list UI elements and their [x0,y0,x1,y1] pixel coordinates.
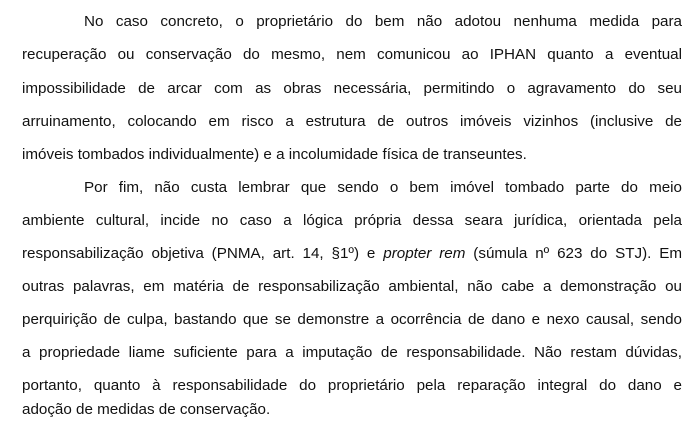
paragraph-line: perquirição de culpa, bastando que se demonstre a ocorrência de dano e nexo causal, sendo [22,311,682,328]
paragraph-line: arruinamento, colocando em risco a estrutura de outros imóveis vizinhos (inclusive de [22,113,682,130]
paragraph-line: imóveis tombados individualmente) e a incolumidade física de transeuntes. [22,146,527,163]
paragraph-line: impossibilidade de arcar com as obras necessária, permitindo o agravamento do seu [22,80,682,97]
paragraph-line: recuperação ou conservação do mesmo, nem comunicou ao IPHAN quanto a eventual [22,46,682,63]
paragraph-line: adoção de medidas de conservação. [22,401,271,418]
text-segment: responsabilização objetiva (PNMA, art. 14, §1º) e [22,245,384,262]
paragraph-line: No caso concreto, o proprietário do bem não adotou nenhuma medida para [84,13,682,30]
paragraph-line: Por fim, não custa lembrar que sendo o bem imóvel tombado parte do meio [84,179,682,196]
paragraph-line: portanto, quanto à responsabilidade do proprietário pela reparação integral do dano e [22,377,682,394]
paragraph-line: outras palavras, em matéria de responsabilização ambiental, não cabe a demonstração ou [22,278,682,295]
paragraph-line-with-italic [22,244,682,264]
paragraph-line: a propriedade liame suficiente para a imputação de responsabilidade. Não restam dúvidas, [22,344,682,361]
italic-term: propter rem [383,245,466,262]
text-segment: (súmula nº 623 do STJ). Em [465,245,683,262]
paragraph-line: ambiente cultural, incide no caso a lógica própria dessa seara jurídica, orientada pela [22,212,682,229]
